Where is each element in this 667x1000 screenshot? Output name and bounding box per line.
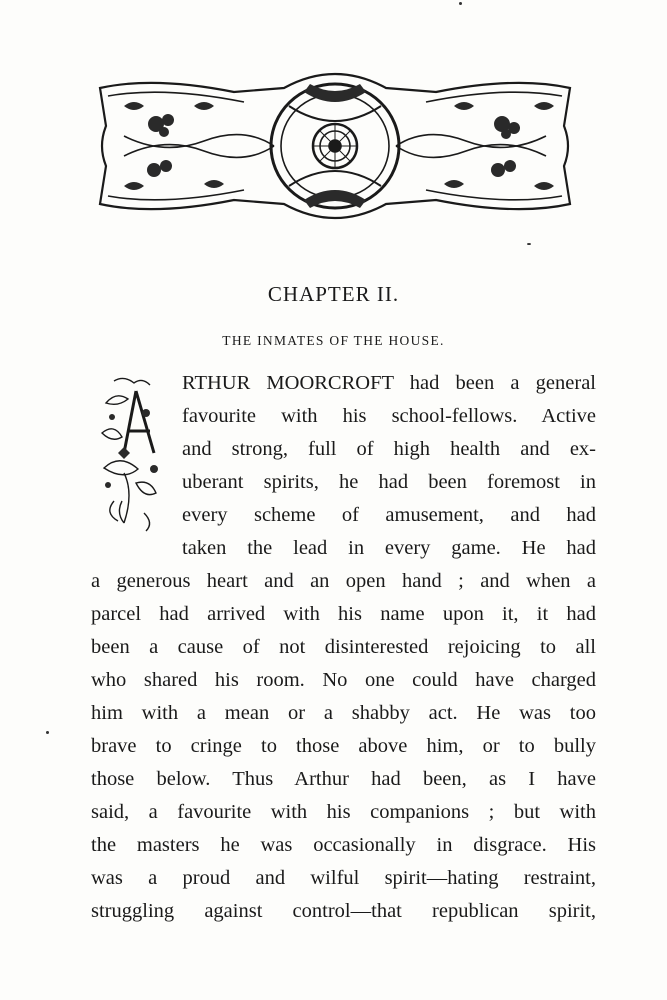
chapter-subtitle: THE INMATES OF THE HOUSE. xyxy=(222,333,445,348)
text-line: every scheme of amusement, and had xyxy=(182,504,596,526)
text-line: taken the lead in every game. He had xyxy=(182,537,596,559)
text-line: and strong, full of high health and ex- xyxy=(182,438,596,460)
text-line: uberant spirits, he had been foremost in xyxy=(182,471,596,493)
text-line: a generous heart and an open hand ; and when a xyxy=(91,570,596,592)
decorated-initial-a xyxy=(94,373,174,533)
ornamental-headpiece xyxy=(94,66,576,226)
text-line: been a cause of not disinterested rejoicing to all xyxy=(91,636,596,658)
text-line: favourite with his school-fellows. Active xyxy=(182,405,596,427)
text-line: him with a mean or a shabby act. He was too xyxy=(91,702,596,724)
text-line: brave to cringe to those above him, or to bully xyxy=(91,735,596,757)
text-line: parcel had arrived with his name upon it, it had xyxy=(91,603,596,625)
text-line: struggling against control—that republican spirit, xyxy=(91,900,596,922)
text-line: who shared his room. No one could have charged xyxy=(91,669,596,691)
text-line: those below. Thus Arthur had been, as I have xyxy=(91,768,596,790)
print-speck xyxy=(46,731,49,734)
text-line: was a proud and wilful spirit—hating restraint, xyxy=(91,867,596,889)
text-line: RTHUR MOORCROFT had been a general xyxy=(182,372,596,394)
chapter-title: CHAPTER II. xyxy=(267,282,400,306)
text-line: the masters he was occasionally in disgrace. His xyxy=(91,834,596,856)
text-line: said, a favourite with his companions ; but with xyxy=(91,801,596,823)
print-speck xyxy=(459,2,462,5)
print-speck xyxy=(527,243,531,245)
